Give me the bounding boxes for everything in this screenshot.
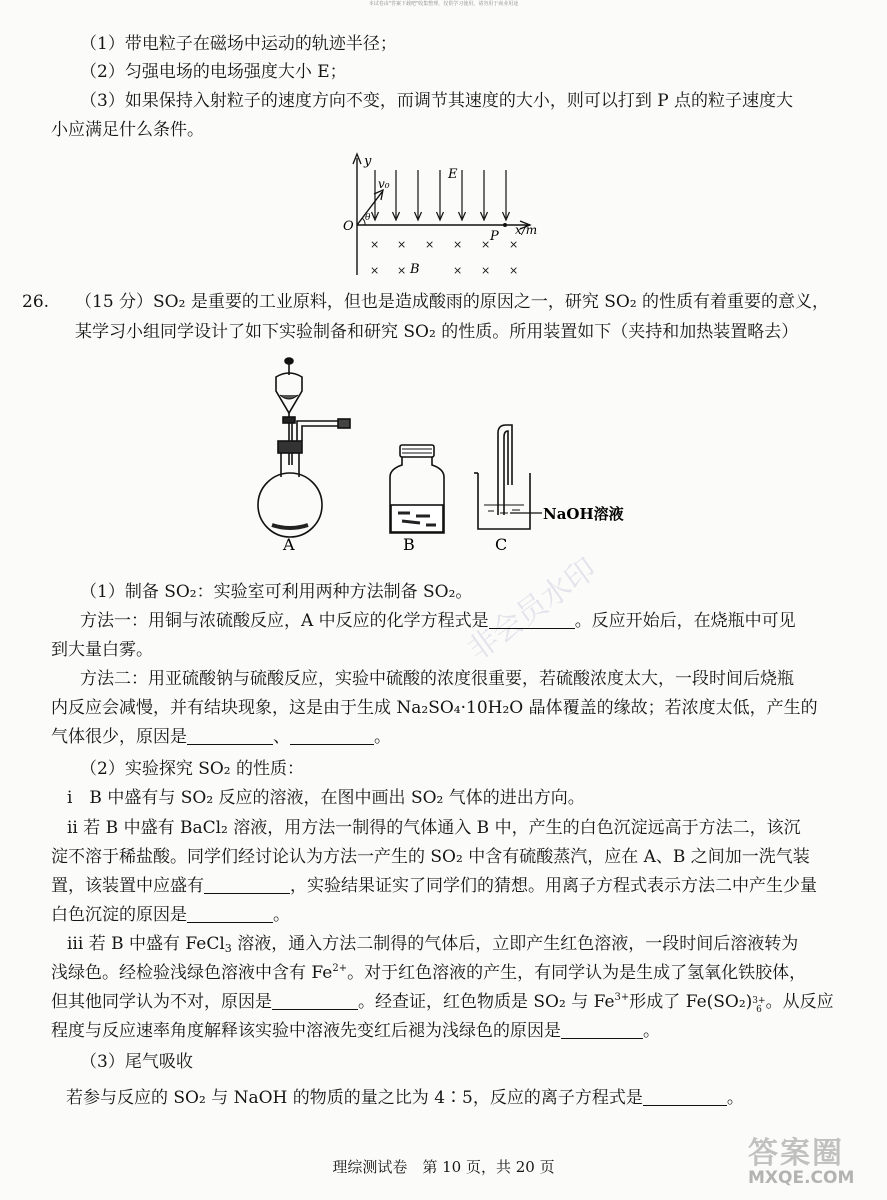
q26-stem-line2: 某学习小组同学设计了如下实验制备和研究 SO₂ 的性质。所用装置如下（夹持和加热装置略去） bbox=[75, 322, 799, 342]
q25-part2: （2）匀强电场的电场强度大小 E； bbox=[80, 62, 347, 82]
b-label: B bbox=[410, 262, 420, 277]
label-c: C bbox=[495, 535, 508, 554]
svg-text:×: × bbox=[370, 238, 380, 251]
label-b: B bbox=[403, 535, 415, 554]
part2-iii-line2: 浅绿色。经检验浅绿色溶液中含有 $Fe^{2+}$。对于红色溶液的产生，有同学认为是生成了氢氧化铁胶体， bbox=[51, 963, 807, 983]
blank-wash-reagent[interactable] bbox=[204, 875, 290, 894]
svg-text:×: × bbox=[481, 264, 491, 277]
e-label: E bbox=[448, 167, 458, 182]
part3-question: 若参与反应的 SO₂ 与 NaOH 的物质的量之比为 4∶5，反应的离子方程式是 。 bbox=[66, 1088, 744, 1108]
point-p bbox=[503, 223, 507, 227]
x-axis-label: x/m bbox=[515, 223, 538, 237]
page-footer: 理综测试卷 第 10 页，共 20 页 bbox=[332, 1158, 555, 1176]
q25-part1: （1）带电粒子在磁场中运动的轨迹半径； bbox=[80, 34, 397, 54]
part2-i: i B 中盛有与 SO₂ 反应的溶液，在图中画出 SO₂ 气体的进出方向。 bbox=[67, 788, 585, 808]
q26-stem-line1: （15 分）SO₂ 是重要的工业原料，但也是造成酸雨的原因之一，研究 SO₂ 的性质有着重要的意义， bbox=[75, 292, 830, 312]
p-label: P bbox=[490, 229, 499, 244]
part3-title: （3）尾气吸收 bbox=[80, 1052, 193, 1072]
svg-text:×: × bbox=[481, 238, 491, 251]
angle-label: θ bbox=[365, 213, 371, 223]
svg-text:×: × bbox=[425, 238, 435, 251]
apparatus-a bbox=[258, 358, 350, 537]
watermark: 非会员水印 bbox=[461, 551, 604, 669]
part2-ii-line2: 淀不溶于稀盐酸。同学们经讨论认为方法一产生的 SO₂ 中含有硫酸蒸汽，应在 A、B 之间加一洗气装 bbox=[51, 847, 810, 867]
blank-colloid-reason[interactable] bbox=[272, 991, 358, 1010]
top-notice: 本试卷由"答案下载吧"收集整理，仅供学习使用，请勿用于商业用途 bbox=[368, 1, 519, 7]
complex-charge: 3+ 6 bbox=[752, 996, 766, 1015]
svg-text:×: × bbox=[453, 264, 463, 277]
q25-part3-line1: （3）如果保持入射粒子的速度方向不变，而调节其速度的大小，则可以打到 P 点的粒子速度大 bbox=[80, 91, 794, 111]
svg-text:×: × bbox=[509, 238, 519, 251]
svg-text:×: × bbox=[453, 238, 463, 251]
svg-text:×: × bbox=[370, 264, 380, 277]
v0-label: v₀ bbox=[378, 177, 390, 191]
apparatus-diagram bbox=[250, 355, 650, 555]
part2-iii-line3: 但其他同学认为不对，原因是 。经查证，红色物质是 SO₂ 与 $Fe^{3+}$形成了 Fe(SO₂) 3+ 6 。从反应 bbox=[51, 992, 834, 1015]
blank-m1-equation[interactable] bbox=[489, 610, 575, 629]
method2-line3: 气体很少，原因是 、 。 bbox=[51, 727, 391, 747]
svg-text:×: × bbox=[397, 264, 407, 277]
corner-logo bbox=[748, 1128, 878, 1194]
blank-ion-equation[interactable] bbox=[187, 904, 273, 923]
corner-logo-url: MXQE.COM bbox=[748, 1168, 855, 1188]
part1-title: （1）制备 SO₂：实验室可利用两种方法制备 SO₂。 bbox=[80, 582, 473, 602]
label-a: A bbox=[283, 535, 295, 554]
method1-line1: 方法一：用铜与浓硫酸反应，A 中反应的化学方程式是 。反应开始后，在烧瓶中可见 bbox=[80, 611, 796, 631]
part2-iii-line4: 程度与反应速率角度解释该实验中溶液先变红后褪为浅绿色的原因是 。 bbox=[51, 1021, 660, 1041]
apparatus-b bbox=[390, 445, 444, 533]
method2-line1: 方法二：用亚硫酸钠与硫酸反应，实验中硫酸的浓度很重要，若硫酸浓度太大，一段时间后烧瓶 bbox=[80, 669, 794, 689]
q25-part3-line2: 小应满足什么条件。 bbox=[51, 120, 204, 140]
y-axis-label: y bbox=[364, 154, 372, 169]
svg-text:×: × bbox=[397, 238, 407, 251]
blank-tail-gas-equation[interactable] bbox=[643, 1087, 727, 1106]
blank-m2-reason2[interactable] bbox=[290, 726, 374, 745]
method1-line2: 到大量白雾。 bbox=[51, 640, 153, 660]
corner-logo-text: 答案圈 bbox=[748, 1136, 844, 1171]
part2-ii-line4: 白色沉淀的原因是 。 bbox=[51, 905, 290, 925]
origin-label: O bbox=[343, 219, 354, 234]
apparatus-c bbox=[474, 425, 542, 529]
e-field-lines bbox=[372, 170, 510, 220]
part2-ii-line3: 置，该装置中应盛有 ，实验结果证实了同学们的猜想。用离子方程式表示方法二中产生少量 bbox=[51, 876, 817, 896]
svg-text:×: × bbox=[509, 264, 519, 277]
part2-title: （2）实验探究 SO₂ 的性质： bbox=[80, 759, 305, 779]
naoh-label: NaOH溶液 bbox=[543, 505, 624, 523]
q26-number: 26. bbox=[22, 292, 50, 312]
method2-line2: 内反应会减慢，并有结块现象，这是由于生成 Na₂SO₄·10H₂O 晶体覆盖的缘故；若浓度太低，产生的 bbox=[51, 698, 818, 718]
blank-m2-reason1[interactable] bbox=[187, 726, 273, 745]
part2-iii-line1: iii 若 B 中盛有 FeCl$_3$ 溶液，通入方法二制得的气体后，立即产生红色溶液，一段时间后溶液转为 bbox=[67, 934, 799, 955]
part2-ii-line1: ii 若 B 中盛有 BaCl₂ 溶液，用方法一制得的气体通入 B 中，产生的白色沉淀远高于方法二，该沉 bbox=[67, 818, 801, 838]
field-diagram bbox=[330, 150, 550, 280]
blank-color-change-reason[interactable] bbox=[561, 1020, 643, 1039]
